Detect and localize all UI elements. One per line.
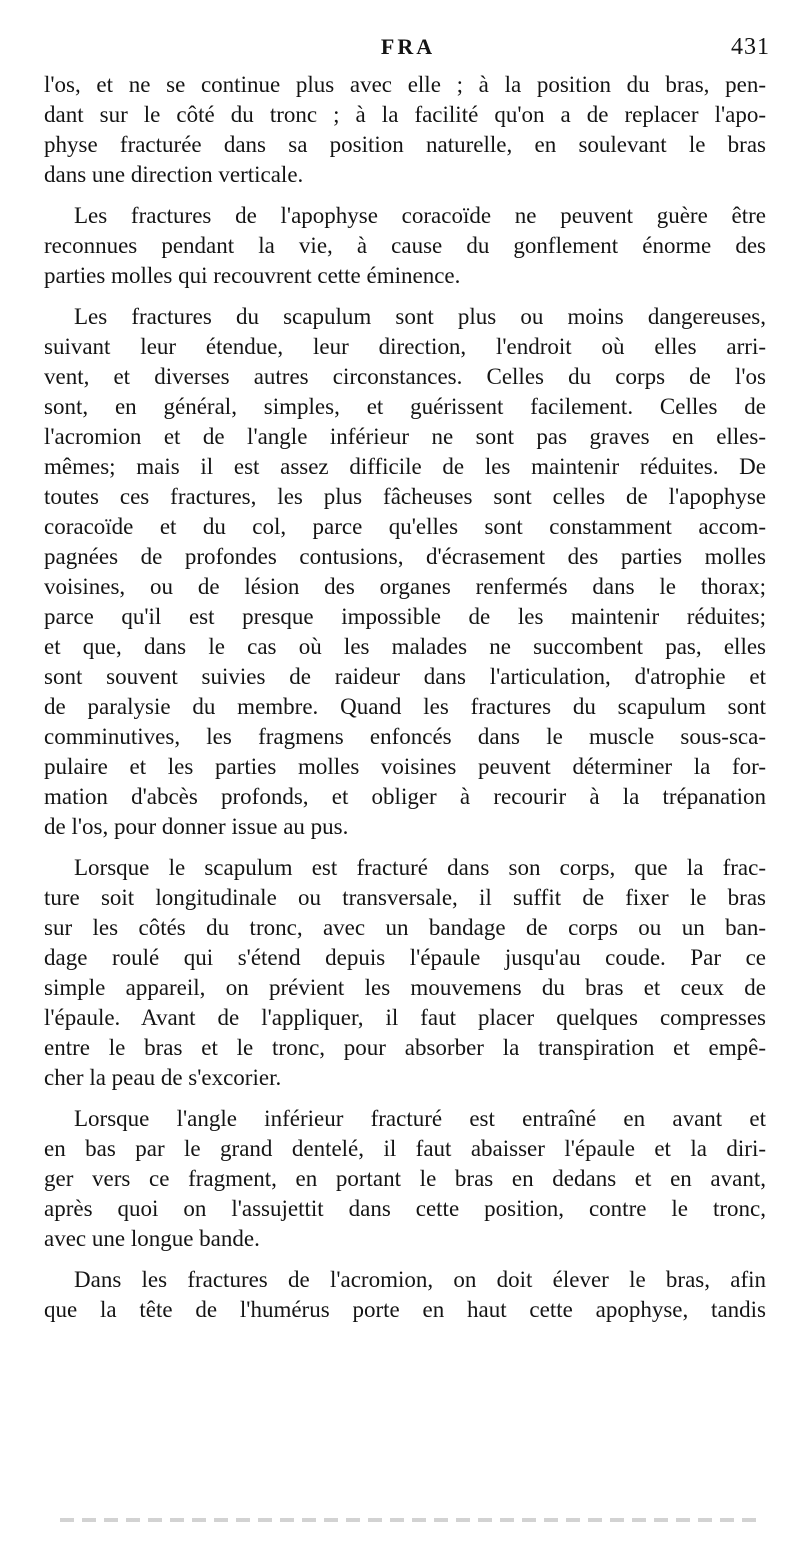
- text-line: dage roulé qui s'étend depuis l'épaule jusqu'au coude. Par ce: [44, 945, 766, 970]
- text-line: après quoi on l'assujettit dans cette position, contre le tronc,: [44, 1196, 766, 1221]
- text-line: mêmes; mais il est assez difficile de les maintenir réduites. De: [44, 454, 766, 479]
- text-line: l'épaule. Avant de l'appliquer, il faut placer quelques compresses: [44, 1005, 766, 1030]
- paragraph-3: [44, 302, 766, 842]
- text-line: Dans les fractures de l'acromion, on doit élever le bras, afin: [74, 1267, 766, 1292]
- text-line: sont souvent suivies de raideur dans l'articulation, d'atrophie et: [44, 664, 766, 689]
- bleed-through-line: [60, 1518, 760, 1522]
- text-line: sur les côtés du tronc, avec un bandage de corps ou un ban-: [44, 915, 766, 940]
- text-line: coracoïde et du col, parce qu'elles sont constamment accom-: [44, 514, 766, 539]
- text-line: cher la peau de s'excorier.: [44, 1065, 282, 1090]
- text-line: Lorsque le scapulum est fracturé dans son corps, que la frac-: [74, 855, 766, 880]
- text-line: ture soit longitudinale ou transversale, il suffit de fixer le bras: [44, 885, 766, 910]
- paragraph-2: [44, 201, 766, 291]
- paragraph-5: [44, 1104, 766, 1254]
- running-head: FRA: [380, 34, 436, 59]
- text-line: de l'os, pour donner issue au pus.: [44, 814, 349, 839]
- text-line: dans une direction verticale.: [44, 162, 304, 187]
- text-line: en bas par le grand dentelé, il faut abaisser l'épaule et la diri-: [44, 1136, 766, 1161]
- body-text: [44, 70, 766, 1336]
- text-line: comminutives, les fragmens enfoncés dans le muscle sous-sca-: [44, 724, 766, 749]
- text-line: et que, dans le cas où les malades ne succombent pas, elles: [44, 634, 766, 659]
- text-line: mation d'abcès profonds, et obliger à recourir à la trépanation: [44, 784, 766, 809]
- text-line: toutes ces fractures, les plus fâcheuses sont celles de l'apophyse: [44, 484, 766, 509]
- text-line: ger vers ce fragment, en portant le bras en dedans et en avant,: [44, 1166, 766, 1191]
- text-line: que la tête de l'humérus porte en haut cette apophyse, tandis: [44, 1297, 766, 1322]
- paragraph-1: [44, 70, 766, 190]
- paragraph-4: [44, 853, 766, 1093]
- page-header: [46, 34, 770, 66]
- text-line: sont, en général, simples, et guérissent facilement. Celles de: [44, 394, 766, 419]
- text-line: suivant leur étendue, leur direction, l'endroit où elles arri-: [44, 334, 766, 359]
- text-line: l'os, et ne se continue plus avec elle ; à la position du bras, pen-: [44, 72, 766, 97]
- text-line: Lorsque l'angle inférieur fracturé est entraîné en avant et: [74, 1106, 766, 1131]
- text-line: reconnues pendant la vie, à cause du gonflement énorme des: [44, 233, 766, 258]
- text-line: l'acromion et de l'angle inférieur ne sont pas graves en elles-: [44, 424, 766, 449]
- text-line: Les fractures du scapulum sont plus ou moins dangereuses,: [74, 304, 766, 329]
- text-line: pulaire et les parties molles voisines peuvent déterminer la for-: [44, 754, 766, 779]
- text-line: parce qu'il est presque impossible de les maintenir réduites;: [44, 604, 766, 629]
- text-line: voisines, ou de lésion des organes renfermés dans le thorax;: [44, 574, 766, 599]
- text-line: de paralysie du membre. Quand les fractures du scapulum sont: [44, 694, 766, 719]
- text-line: Les fractures de l'apophyse coracoïde ne peuvent guère être: [74, 203, 766, 228]
- text-line: pagnées de profondes contusions, d'écrasement des parties molles: [44, 544, 766, 569]
- text-line: vent, et diverses autres circonstances. Celles du corps de l'os: [44, 364, 766, 389]
- text-line: entre le bras et le tronc, pour absorber la transpiration et empê-: [44, 1035, 766, 1060]
- text-line: avec une longue bande.: [44, 1226, 260, 1251]
- text-line: dant sur le côté du tronc ; à la facilité qu'on a de replacer l'apo-: [44, 102, 766, 127]
- paragraph-6: [44, 1265, 766, 1325]
- text-line: parties molles qui recouvrent cette éminence.: [44, 263, 461, 288]
- page-number: 431: [731, 34, 770, 60]
- text-line: physe fracturée dans sa position naturelle, en soulevant le bras: [44, 132, 766, 157]
- text-line: simple appareil, on prévient les mouvemens du bras et ceux de: [44, 975, 766, 1000]
